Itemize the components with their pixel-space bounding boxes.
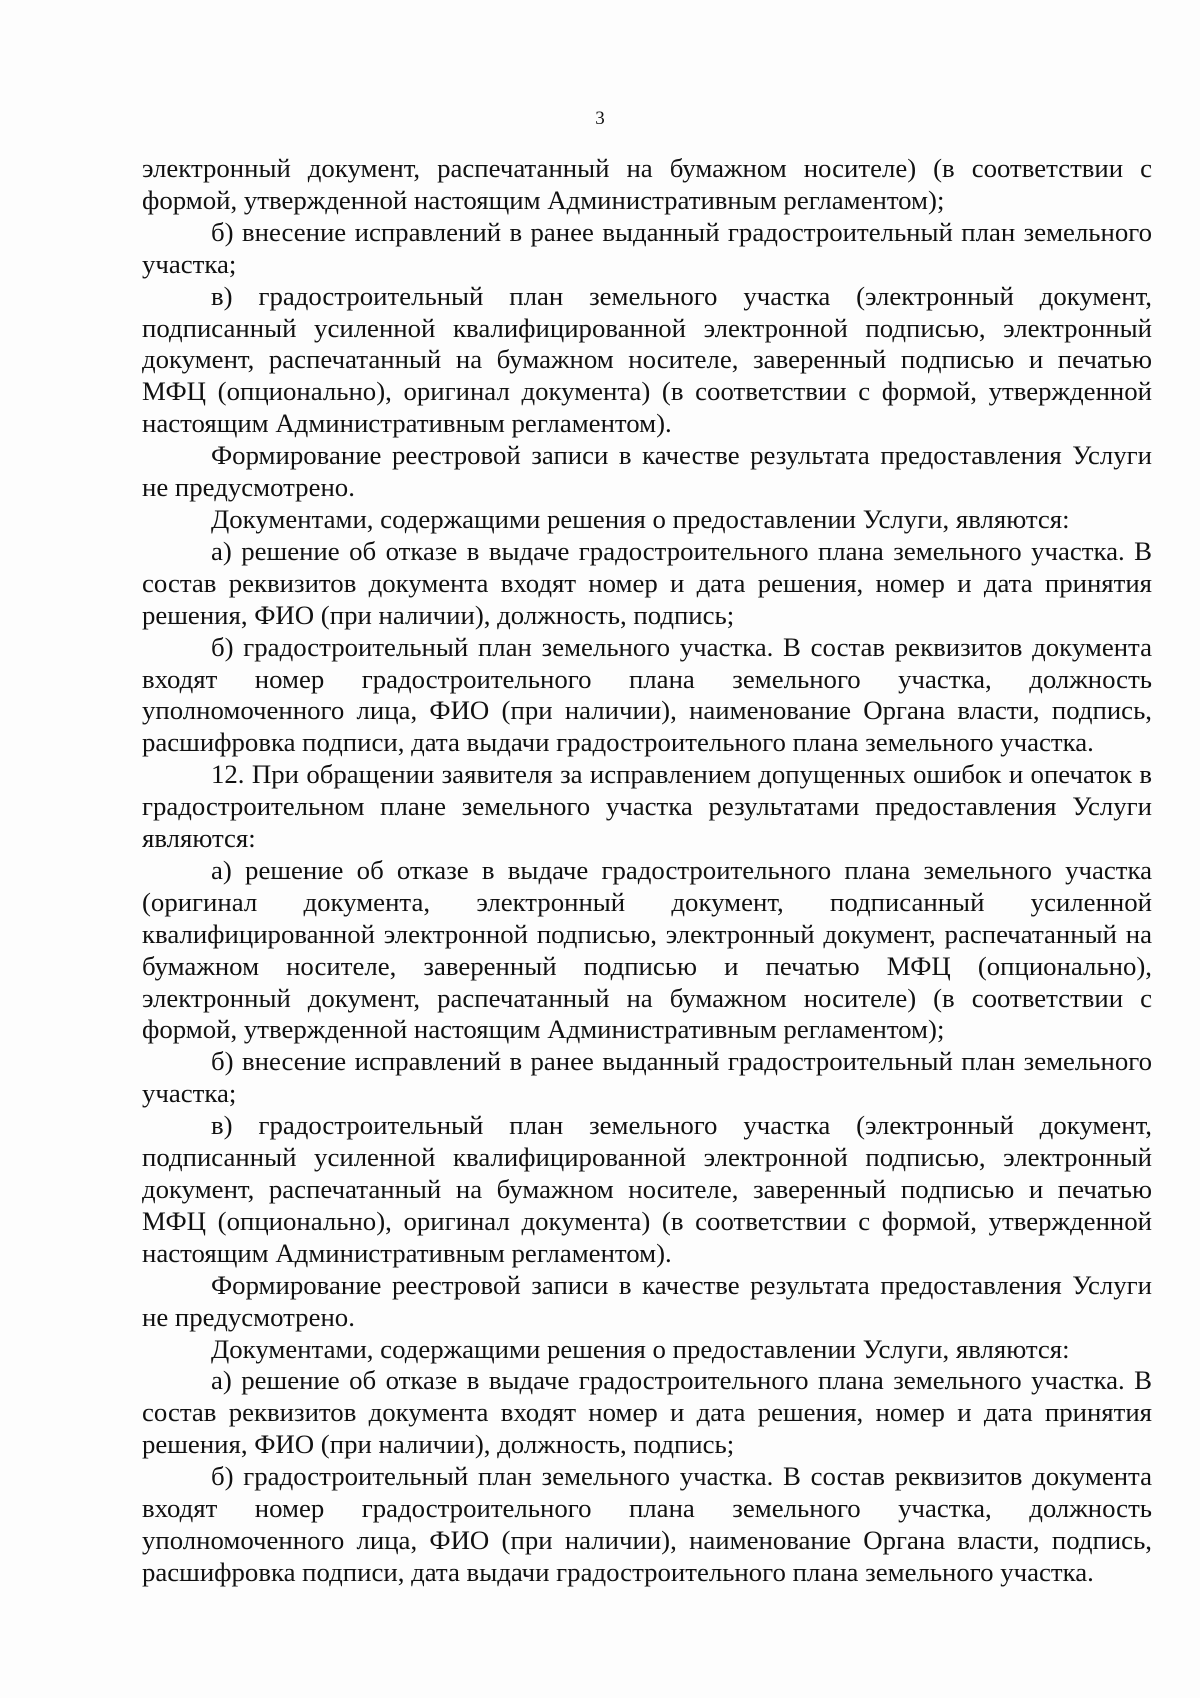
paragraph: б) градостроительный план земельного участка. В состав реквизитов документа входят номер градостроительного плана земельного участка, должность уполномоченного лица, ФИО (при наличии), наименование Органа власти, подпись, расшифровка подписи, дата выдачи градостроительного плана земельного участка. xyxy=(142,631,1152,758)
paragraph: Формирование реестровой записи в качестве результата предоставления Услуги не предусмотрено. xyxy=(142,440,1152,503)
paragraph: а) решение об отказе в выдаче градостроительного плана земельного участка. В состав реквизитов документа входят номер и дата решения, номер и дата принятия решения, ФИО (при наличии), должность, подпись; xyxy=(142,1365,1152,1460)
paragraph: а) решение об отказе в выдаче градостроительного плана земельного участка. В состав реквизитов документа входят номер и дата решения, номер и дата принятия решения, ФИО (при наличии), должность, подпись; xyxy=(142,535,1152,630)
page-number: 3 xyxy=(595,108,605,129)
paragraph: в) градостроительный план земельного участка (электронный документ, подписанный усиленной квалифицированной электронной подписью, электронный документ, распечатанный на бумажном носителе, заверенный подписью и печатью МФЦ (опционально), оригинал документа) (в соответствии с формой, утвержденной настоящим Административным регламентом). xyxy=(142,280,1152,439)
paragraph: б) градостроительный план земельного участка. В состав реквизитов документа входят номер градостроительного плана земельного участка, должность уполномоченного лица, ФИО (при наличии), наименование Органа власти, подпись, расшифровка подписи, дата выдачи градостроительного плана земельного участка. xyxy=(142,1461,1152,1587)
paragraph-continuation: электронный документ, распечатанный на бумажном носителе) (в соответствии с формой, утвержденной настоящим Административным регламентом); xyxy=(142,153,1152,215)
paragraph: б) внесение исправлений в ранее выданный градостроительный план земельного участка; xyxy=(142,1046,1152,1109)
paragraph: 12. При обращении заявителя за исправлением допущенных ошибок и опечаток в градостроительном плане земельного участка результатами предоставления Услуги являются: xyxy=(142,759,1152,854)
document-body xyxy=(142,153,1152,1589)
paragraph: в) градостроительный план земельного участка (электронный документ, подписанный усиленной квалифицированной электронной подписью, электронный документ, распечатанный на бумажном носителе, заверенный подписью и печатью МФЦ (опционально), оригинал документа) (в соответствии с формой, утвержденной настоящим Административным регламентом). xyxy=(142,1110,1152,1268)
paragraph: а) решение об отказе в выдаче градостроительного плана земельного участка (оригинал документа, электронный документ, подписанный усиленной квалифицированной электронной подписью, электронный документ, распечатанный на бумажном носителе, заверенный подписью и печатью МФЦ (опционально), электронный документ, распечатанный на бумажном носителе) (в соответствии с формой, утвержденной настоящим Административным регламентом); xyxy=(142,854,1152,1045)
paragraph: б) внесение исправлений в ранее выданный градостроительный план земельного участка; xyxy=(142,216,1152,279)
paragraph: Формирование реестровой записи в качестве результата предоставления Услуги не предусмотрено. xyxy=(142,1269,1152,1332)
paragraph: Документами, содержащими решения о предоставлении Услуги, являются: xyxy=(211,503,1070,534)
paragraph: Документами, содержащими решения о предоставлении Услуги, являются: xyxy=(211,1333,1070,1364)
